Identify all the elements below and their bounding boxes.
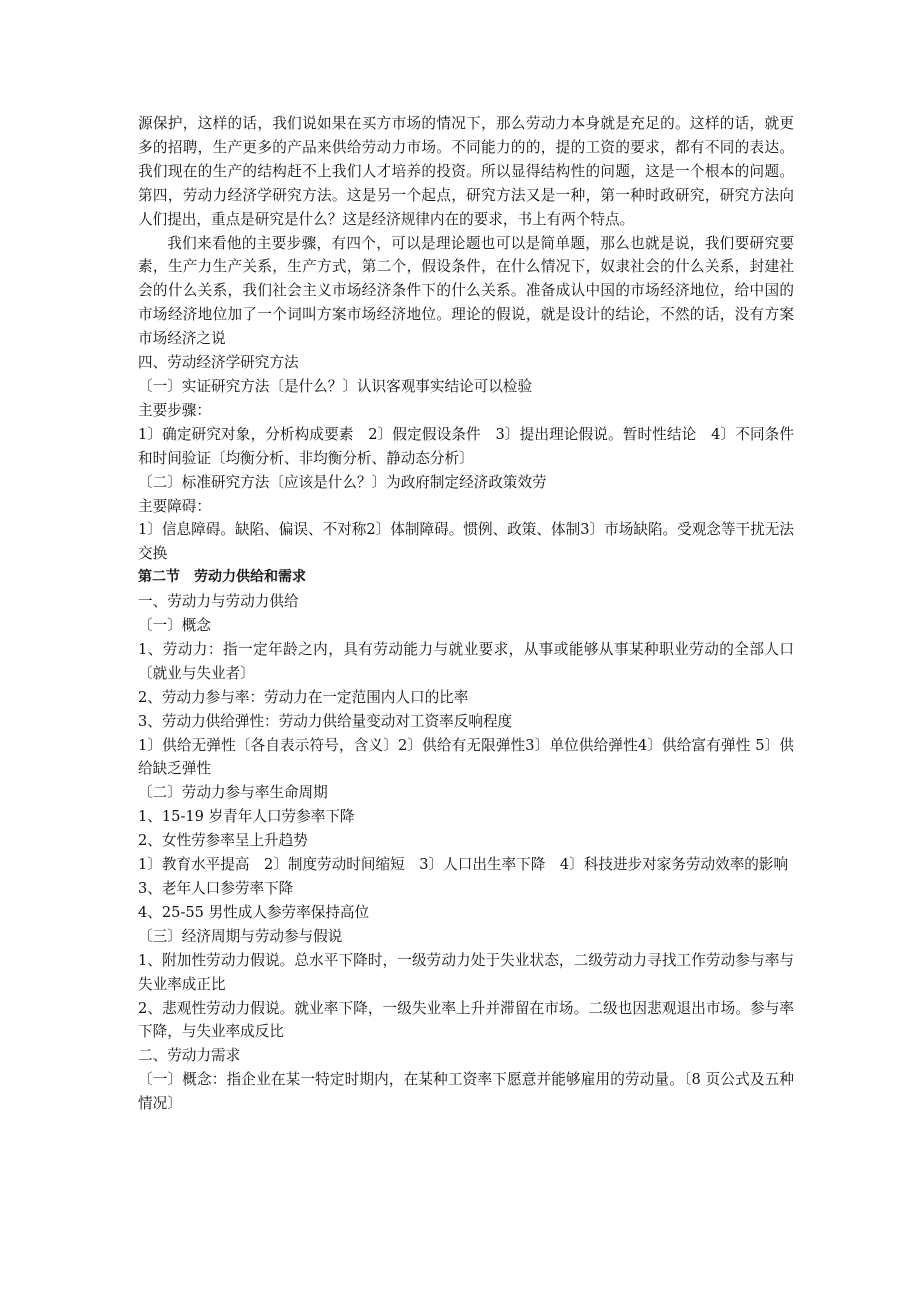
- list-item: 2、劳动力参与率：劳动力在一定范围内人口的比率: [138, 688, 469, 706]
- body-paragraph: 我们来看他的主要步骤，有四个，可以是理论题也可以是简单题，那么也就是说，我们要研究要素，生产力生产关系，生产方式，第二个，假设条件，在什么情况下，奴隶社会的什么关系，封建社会的什么关系，我们社会主义市场经济条件下的什么关系。准备成认中国的市场经济地位，给中国的市场经济地位加了一个词叫方案市场经济地位。理论的假说，就是设计的结论，不然的话，没有方案市场经济之说: [138, 234, 794, 348]
- steps-label: 主要步骤：: [138, 401, 211, 419]
- list-item: 3、老年人口参劳率下降: [138, 880, 294, 897]
- document-page: [138, 112, 794, 1116]
- subsection-heading: 〔二〕劳动力参与率生命周期: [138, 784, 328, 802]
- list-item: 1〕确定研究对象，分析构成要素 2〕假定假设条件 3〕提出理论假说。暂时性结论 4〕不同条件和时间验证〔均衡分析、非均衡分析、静动态分析〕: [138, 425, 794, 467]
- subsection-heading: 〔三〕经济周期与劳动参与假说: [138, 927, 343, 945]
- list-item: 3、劳动力供给弹性：劳动力供给量变动对工资率反响程度: [138, 712, 513, 730]
- list-item: 1〕供给无弹性〔各自表示符号，含义〕2〕供给有无限弹性3〕单位供给弹性4〕供给富有弹性 5〕供给缺乏弹性: [138, 736, 794, 778]
- list-item: 1、附加性劳动力假说。总水平下降时，一级劳动力处于失业状态，二级劳动力寻找工作劳动参与率与失业率成正比: [138, 951, 794, 993]
- chapter-section-title: 第二节 劳动力供给和需求: [138, 569, 306, 586]
- subsection-heading: 〔一〕实证研究方法〔是什么？〕认识客观事实结论可以检验: [138, 377, 533, 395]
- list-item: 4、25-55 男性成人参劳率保持高位: [138, 903, 370, 921]
- obstacles-label: 主要障碍：: [138, 497, 211, 515]
- list-item: 2、女性劳参率呈上升趋势: [138, 832, 308, 850]
- section-heading: 一、劳动力与劳动力供给: [138, 593, 299, 611]
- subsection-heading: 〔一〕概念: [138, 617, 211, 635]
- list-item: 1〕教育水平提高 2〕制度劳动时间缩短 3〕人口出生率下降 4〕科技进步对家务劳动效率的影响: [138, 856, 789, 874]
- subsection-heading: 〔一〕概念：指企业在某一特定时期内，在某种工资率下愿意并能够雇用的劳动量。〔8 页公式及五种情况〕: [138, 1071, 794, 1113]
- list-item: 1、15-19 岁青年人口劳参率下降: [138, 808, 355, 826]
- list-item: 1、劳动力：指一定年龄之内，具有劳动能力与就业要求，从事或能够从事某种职业劳动的全部人口〔就业与失业者〕: [138, 640, 794, 682]
- section-heading: 二、劳动力需求: [138, 1047, 241, 1065]
- body-paragraph: 源保护，这样的话，我们说如果在买方市场的情况下，那么劳动力本身就是充足的。这样的话，就更多的招聘，生产更多的产品来供给劳动力市场。不同能力的的，提的工资的要求，都有不同的表达。我们现在的生产的结构赶不上我们人才培养的投资。所以显得结构性的问题，这是一个根本的问题。第四，劳动力经济学研究方法。这是另一个起点，研究方法又是一种，第一种时政研究，研究方法向人们提出，重点是研究是什么？这是经济规律内在的要求，书上有两个特点。: [138, 115, 794, 228]
- list-item: 1〕信息障碍。缺陷、偏误、不对称2〕体制障碍。惯例、政策、体制3〕市场缺陷。受观念等干扰无法交换: [138, 521, 794, 563]
- list-item: 2、悲观性劳动力假说。就业率下降，一级失业率上升并滞留在市场。二级也因悲观退出市场。参与率下降，与失业率成反比: [138, 999, 794, 1041]
- section-heading: 四、劳动经济学研究方法: [138, 354, 299, 372]
- subsection-heading: 〔二〕标准研究方法〔应该是什么？〕为政府制定经济政策效劳: [138, 473, 547, 491]
